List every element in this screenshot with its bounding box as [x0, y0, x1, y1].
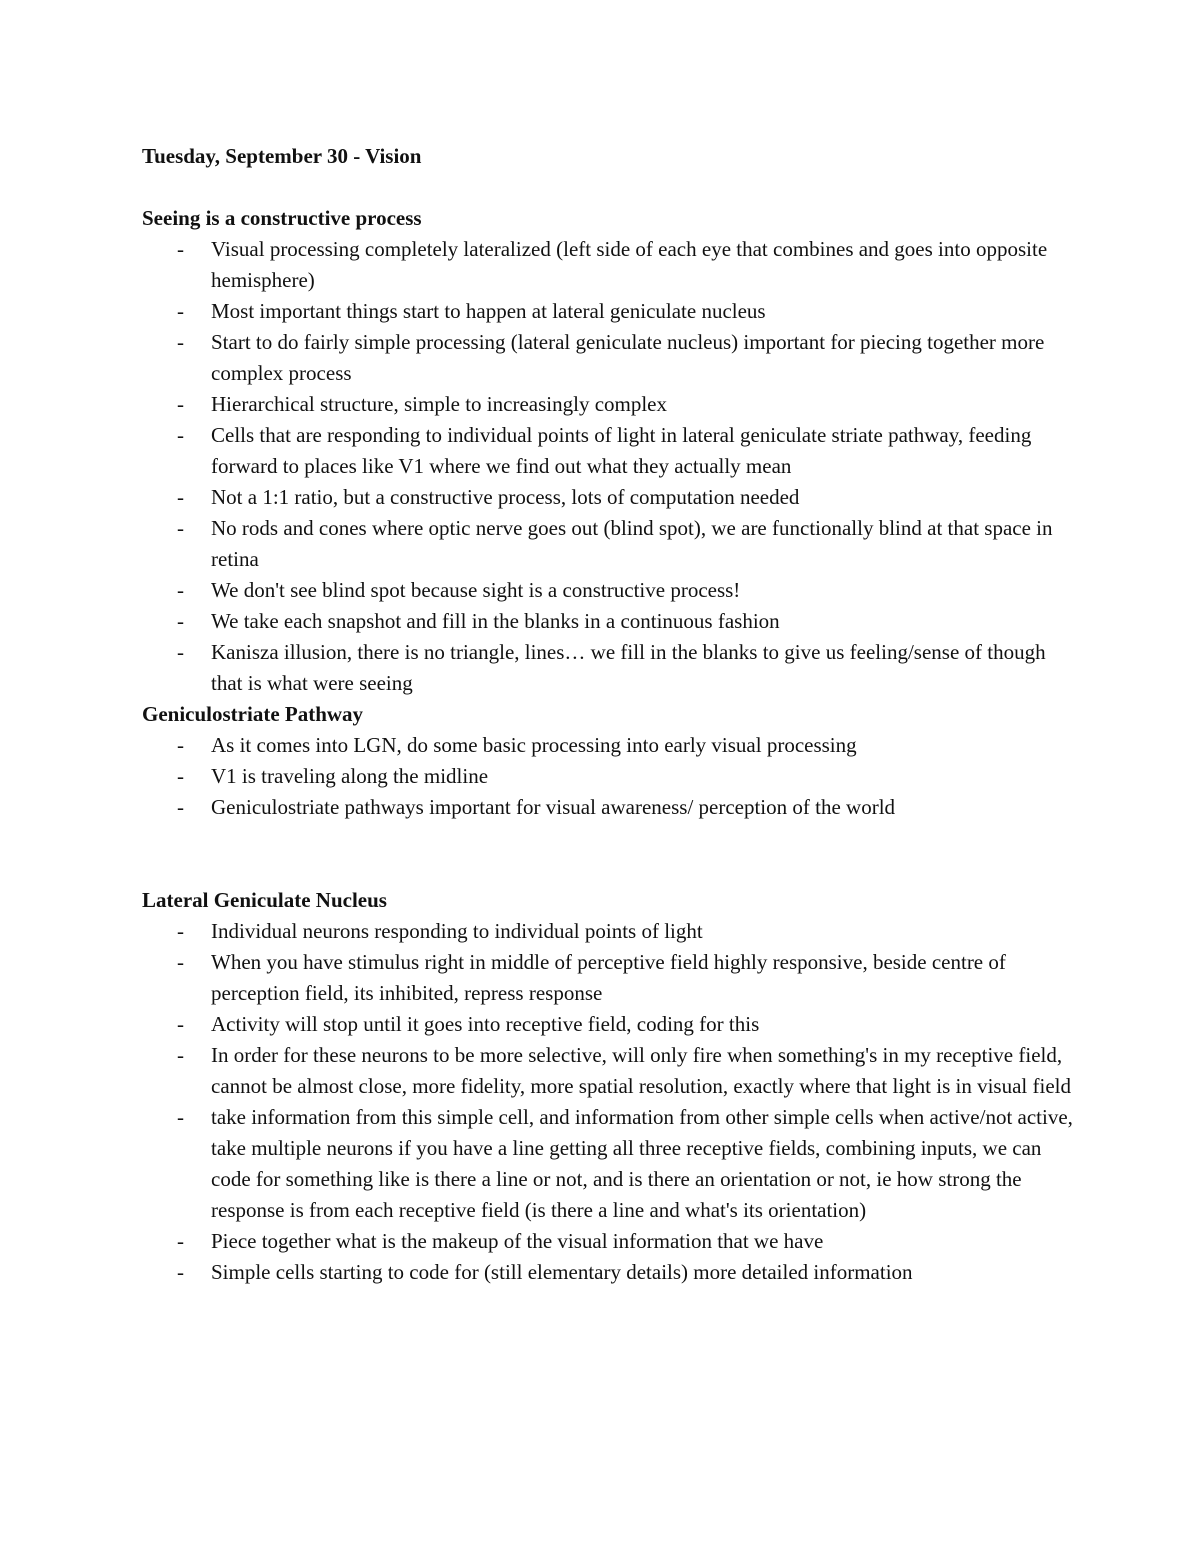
list-item-text: Piece together what is the makeup of the visual information that we have	[211, 1229, 824, 1253]
bullet-dash: -	[177, 392, 184, 416]
bullet-dash: -	[177, 764, 184, 788]
list-item	[142, 1040, 1082, 1102]
bullet-list	[142, 916, 1082, 1288]
list-item	[142, 1226, 1082, 1257]
list-item	[142, 637, 1082, 699]
section-seeing-constructive	[142, 203, 1082, 699]
list-item-text: As it comes into LGN, do some basic processing into early visual processing	[211, 733, 857, 757]
bullet-dash: -	[177, 578, 184, 602]
list-item	[142, 1102, 1082, 1226]
list-item-text: Not a 1:1 ratio, but a constructive process, lots of computation needed	[211, 485, 800, 509]
list-item-text: Individual neurons responding to individual points of light	[211, 919, 703, 943]
list-item	[142, 420, 1082, 482]
list-item	[142, 792, 1082, 823]
list-item	[142, 916, 1082, 947]
blank-lines	[142, 823, 1082, 885]
list-item	[142, 234, 1082, 296]
bullet-list	[142, 730, 1082, 823]
list-item	[142, 513, 1082, 575]
list-item	[142, 1009, 1082, 1040]
list-item-text: Most important things start to happen at lateral geniculate nucleus	[211, 299, 766, 323]
bullet-dash: -	[177, 485, 184, 509]
list-item	[142, 327, 1082, 389]
list-item	[142, 575, 1082, 606]
list-item-text: Hierarchical structure, simple to increasingly complex	[211, 392, 668, 416]
bullet-dash: -	[177, 950, 184, 974]
list-item-text: Activity will stop until it goes into receptive field, coding for this	[211, 1012, 760, 1036]
document-body	[142, 141, 1082, 1288]
list-item-text: Visual processing completely lateralized (left side of each eye that combines and goes into opposite hemisphere)	[211, 237, 1048, 292]
bullet-dash: -	[177, 299, 184, 323]
bullet-dash: -	[177, 1229, 184, 1253]
bullet-dash: -	[177, 609, 184, 633]
list-item-text: Cells that are responding to individual points of light in lateral geniculate striate pathway, feeding forward to places like V1 where we find out what they actually mean	[211, 423, 1032, 478]
list-item	[142, 296, 1082, 327]
bullet-dash: -	[177, 1012, 184, 1036]
list-item-text: V1 is traveling along the midline	[211, 764, 489, 788]
bullet-dash: -	[177, 1260, 184, 1284]
bullet-dash: -	[177, 733, 184, 757]
list-item	[142, 730, 1082, 761]
list-item	[142, 947, 1082, 1009]
list-item	[142, 482, 1082, 513]
bullet-dash: -	[177, 919, 184, 943]
list-item-text: Simple cells starting to code for (still elementary details) more detailed information	[211, 1260, 913, 1284]
list-item	[142, 606, 1082, 637]
list-item-text: We take each snapshot and fill in the blanks in a continuous fashion	[211, 609, 780, 633]
section-lateral-geniculate-nucleus	[142, 885, 1082, 1288]
bullet-dash: -	[177, 795, 184, 819]
bullet-dash: -	[177, 1043, 184, 1067]
list-item-text: In order for these neurons to be more selective, will only fire when something's in my receptive field, cannot be almost close, more fidelity, more spatial resolution, exactly where that light is in visual field	[211, 1043, 1071, 1098]
section-geniculostriate-pathway	[142, 699, 1082, 823]
bullet-dash: -	[177, 423, 184, 447]
bullet-list	[142, 234, 1082, 699]
list-item-text: Start to do fairly simple processing (lateral geniculate nucleus) important for piecing together more complex process	[211, 330, 1045, 385]
section-heading: Seeing is a constructive process	[142, 206, 422, 230]
list-item-text: Kanisza illusion, there is no triangle, lines… we fill in the blanks to give us feeling/sense of though that is what were seeing	[211, 640, 1046, 695]
list-item	[142, 389, 1082, 420]
section-heading: Lateral Geniculate Nucleus	[142, 888, 387, 912]
list-item-text: No rods and cones where optic nerve goes out (blind spot), we are functionally blind at that space in retina	[211, 516, 1053, 571]
list-item-text: When you have stimulus right in middle of perceptive field highly responsive, beside centre of perception field, its inhibited, repress response	[211, 950, 1006, 1005]
list-item	[142, 1257, 1082, 1288]
section-heading: Geniculostriate Pathway	[142, 702, 364, 726]
bullet-dash: -	[177, 1105, 184, 1129]
blank-line	[142, 172, 1082, 203]
list-item	[142, 761, 1082, 792]
list-item-text: We don't see blind spot because sight is a constructive process!	[211, 578, 741, 602]
bullet-dash: -	[177, 330, 184, 354]
list-item-text: take information from this simple cell, and information from other simple cells when active/not active, take multiple neurons if you have a line getting all three receptive fields, combining inputs, we can code for something like is there a line or not, and is there an orientation or not, ie how strong the response is from each receptive field (is there a line and what's its orientation)	[211, 1105, 1073, 1222]
document-title: Tuesday, September 30 - Vision	[142, 144, 422, 168]
bullet-dash: -	[177, 516, 184, 540]
bullet-dash: -	[177, 640, 184, 664]
list-item-text: Geniculostriate pathways important for visual awareness/ perception of the world	[211, 795, 896, 819]
bullet-dash: -	[177, 237, 184, 261]
